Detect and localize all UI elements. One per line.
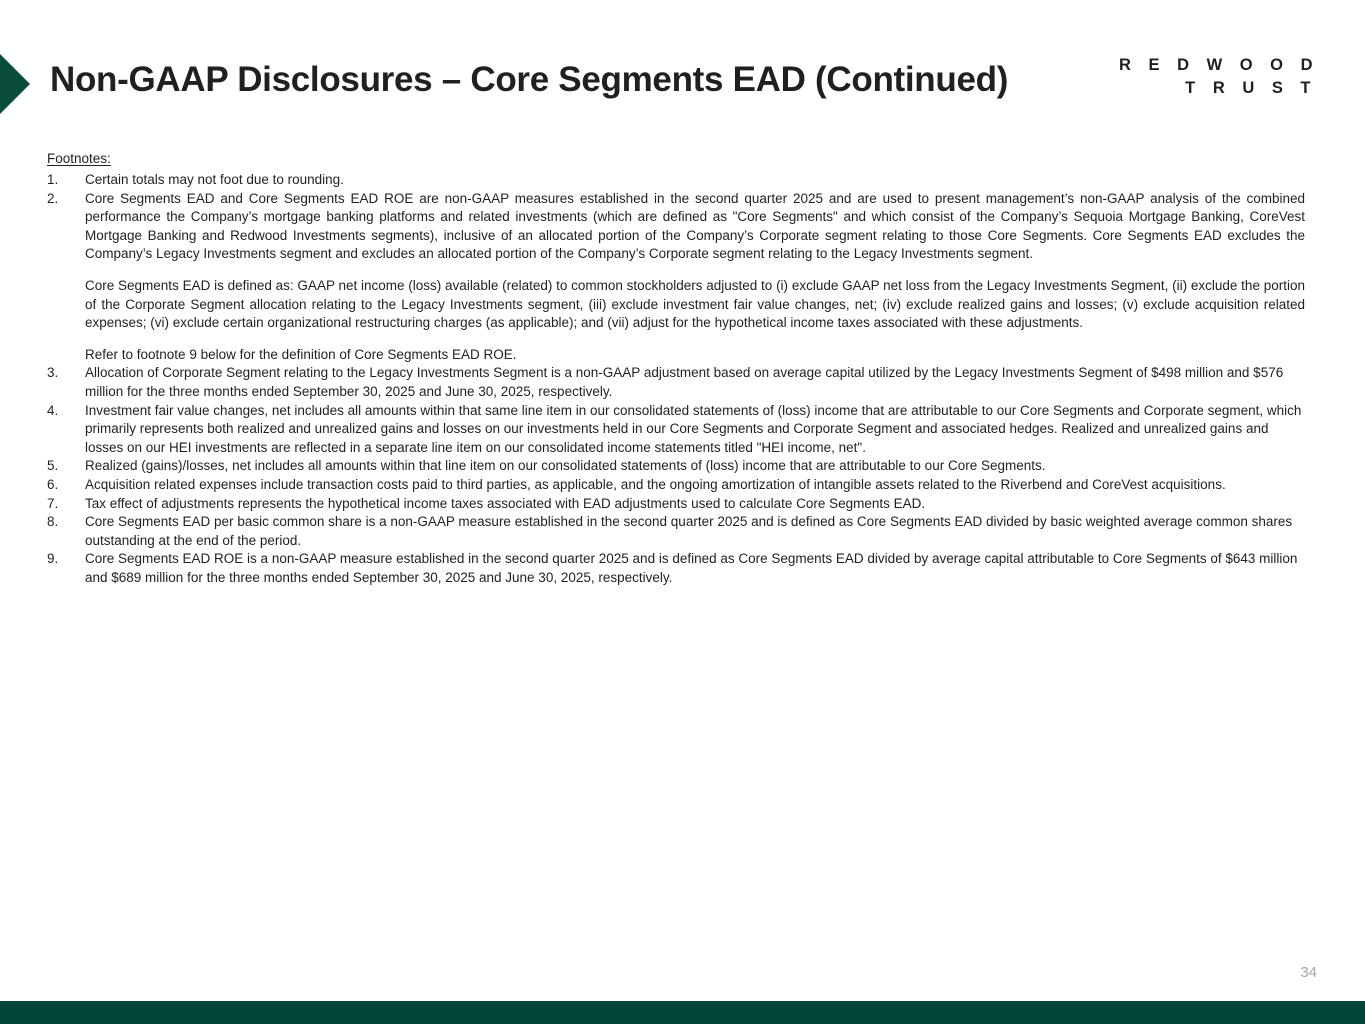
footnote-paragraph: Core Segments EAD is defined as: GAAP net income (loss) available (related) to common stockholders adjusted to (i) exclude GAAP net loss from the Legacy Investments Segment, (ii) exclude the portion of the Corporate Segment allocation relating to the Legacy Investments segment, (iii) exclude investment fair value changes, net; (iv) exclude realized gains and losses; (v) exclude acquisition related expenses; (vi) exclude certain organizational restructuring charges (as applicable); and (vii) adjust for the hypothetical income taxes associated with these adjustments.: [85, 277, 1305, 331]
page-number: 34: [1300, 964, 1317, 981]
footnote-item: [47, 364, 1305, 401]
footnote-item: [47, 190, 1305, 365]
logo-line-redwood: R E D W O O D: [1119, 56, 1319, 74]
footer-bar: [0, 1001, 1365, 1024]
right-triangle-icon: [0, 54, 30, 114]
footnotes-heading: Footnotes:: [47, 151, 111, 166]
footnote-item: [47, 476, 1305, 495]
footnote-paragraph: Tax effect of adjustments represents the hypothetical income taxes associated with EAD adjustments used to calculate Core Segments EAD.: [85, 495, 926, 511]
footnote-paragraph: Refer to footnote 9 below for the definition of Core Segments EAD ROE.: [85, 346, 517, 362]
footnote-number: 8.: [47, 514, 59, 530]
footnote-paragraph: Core Segments EAD and Core Segments EAD ROE are non-GAAP measures established in the second quarter 2025 and are used to present management’s non-GAAP analysis of the combined performance the Company’s mortgage banking platforms and related investments (which are defined as "Core Segments" and which consist of the Company’s Sequoia Mortgage Banking, CoreVest Mortgage Banking and Redwood Investments segments), inclusive of an allocated portion of the Company’s Corporate segment relating to those Core Segments. Core Segments EAD excludes the Company’s Legacy Investments segment and excludes an allocated portion of the Company’s Corporate segment relating to the Legacy Investments segment.: [85, 190, 1305, 262]
footnote-number: 9.: [47, 551, 59, 567]
footnote-item: [47, 457, 1305, 476]
footnote-number: 5.: [47, 458, 59, 474]
footnote-number: 7.: [47, 495, 59, 511]
footnote-number: 1.: [47, 172, 59, 187]
footnote-item: [47, 171, 1305, 190]
footnote-item: [47, 402, 1305, 458]
footnote-paragraph: Realized (gains)/losses, net includes all amounts within that line item on our consolidated statements of (loss) income that are attributable to our Core Segments.: [85, 458, 1046, 474]
page-title: Non-GAAP Disclosures – Core Segments EAD (Continued): [50, 60, 1009, 99]
footnotes-list: [47, 171, 1305, 587]
footnotes-section: [47, 150, 1305, 587]
footnote-paragraph: Core Segments EAD per basic common share is a non-GAAP measure established in the second quarter 2025 and is defined as Core Segments EAD divided by basic weighted average common shares outstanding at the end of the period.: [85, 514, 1293, 548]
footnote-number: 4.: [47, 402, 59, 418]
footnote-paragraph: Allocation of Corporate Segment relating to the Legacy Investments Segment is a non-GAAP adjustment based on average capital utilized by the Legacy Investments Segment of $498 million and $576 million for the three months ended September 30, 2025 and June 30, 2025, respectively.: [85, 365, 1284, 399]
footnote-number: 6.: [47, 476, 59, 492]
footnote-number: 2.: [47, 190, 59, 206]
footnote-item: [47, 550, 1305, 587]
footnote-number: 3.: [47, 365, 59, 381]
footnote-paragraph: Core Segments EAD ROE is a non-GAAP measure established in the second quarter 2025 and is defined as Core Segments EAD divided by average capital attributable to Core Segments of $643 million and $689 million for the three months ended September 30, 2025 and June 30, 2025, respectively.: [85, 551, 1298, 585]
footnote-paragraph: Acquisition related expenses include transaction costs paid to third parties, as applicable, and the ongoing amortization of intangible assets related to the Riverbend and CoreVest acquisitions.: [85, 476, 1226, 492]
redwood-trust-logo: [1119, 54, 1319, 100]
footnote-paragraph: Investment fair value changes, net includes all amounts within that same line item in our consolidated statements of (loss) income that are attributable to our Core Segments and Corporate segment, which primarily represents both realized and unrealized gains and losses on our investments held in our Core Segments and Corporate Segment and associated hedges. Realized and unrealized gains and losses on our HEI investments are reflected in a separate line item on our consolidated income statements titled "HEI income, net".: [85, 402, 1302, 455]
footnote-item: [47, 513, 1305, 550]
logo-line-trust: T R U S T: [1185, 79, 1317, 97]
footnote-paragraph: Certain totals may not foot due to rounding.: [85, 172, 344, 187]
footnote-item: [47, 495, 1305, 514]
